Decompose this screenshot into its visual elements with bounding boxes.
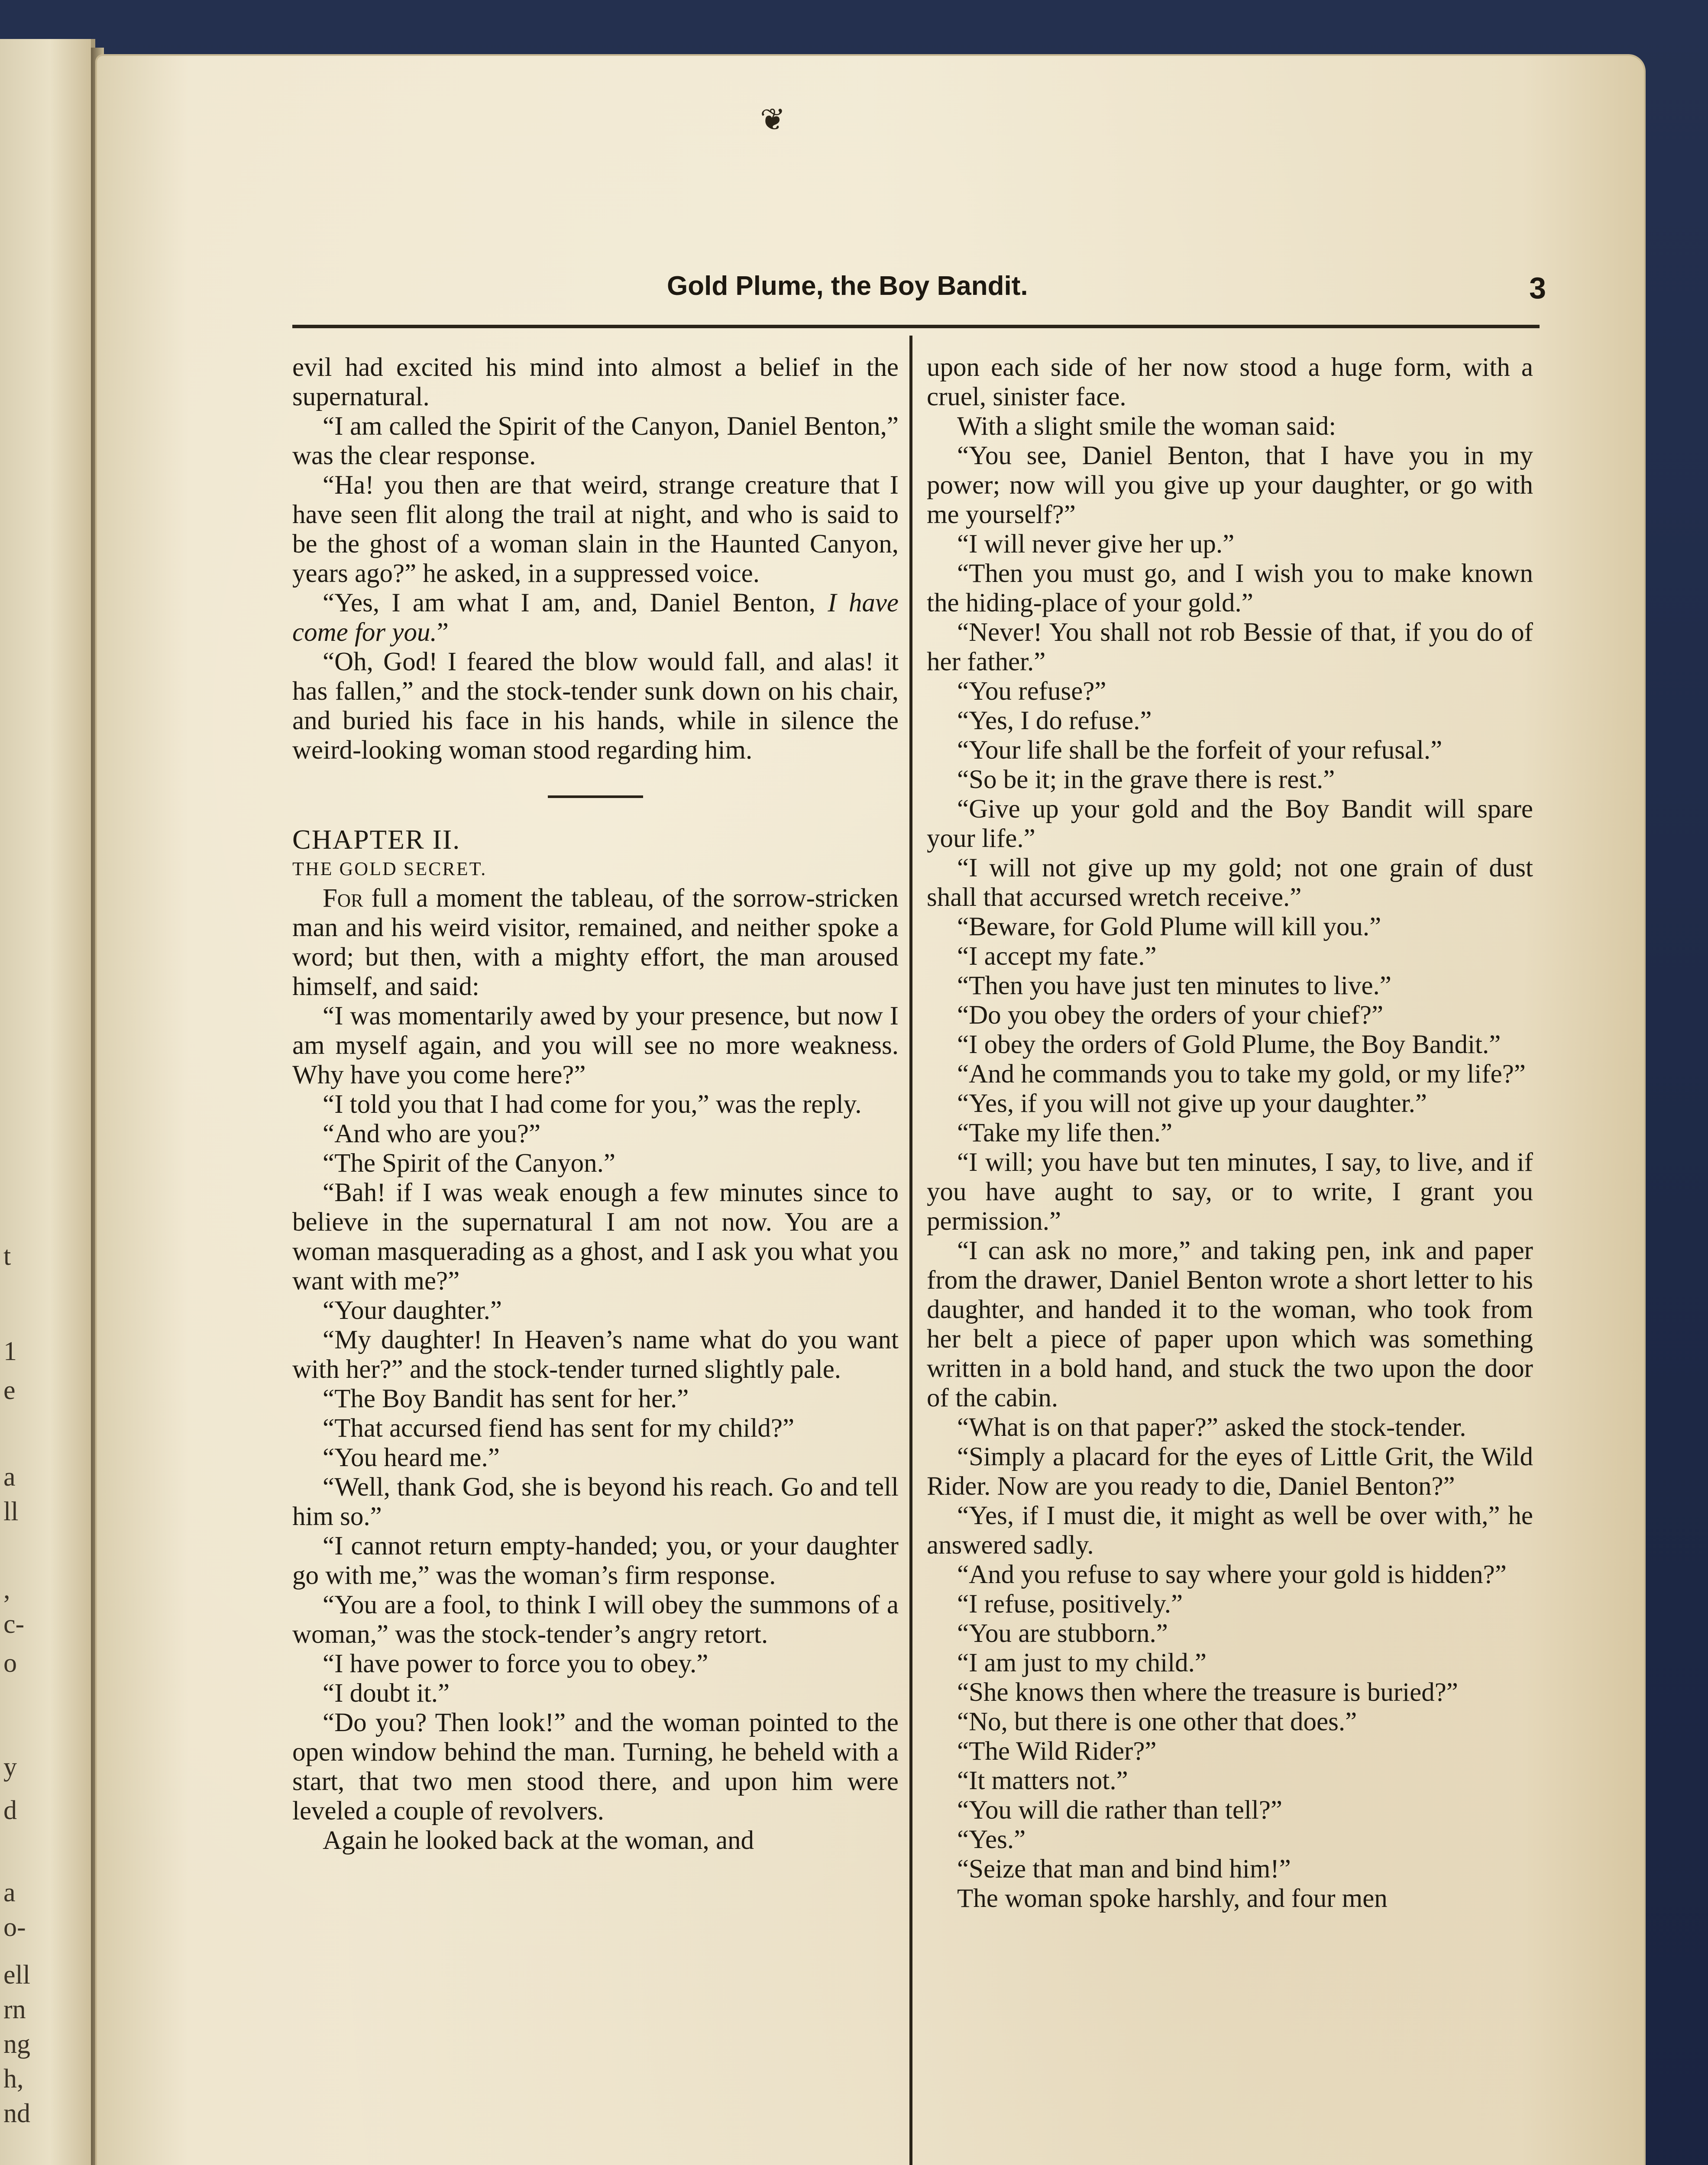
paragraph: “I refuse, positively.” — [957, 1590, 1183, 1619]
facing-page-edge — [0, 39, 95, 2165]
paragraph: “Your daughter.” — [323, 1296, 502, 1325]
paragraph: “It matters not.” — [957, 1766, 1128, 1795]
paragraph: “And who are you?” — [323, 1119, 541, 1148]
facing-page-text-fragment: nd — [3, 2099, 30, 2128]
paragraph: “Do you obey the orders of your chief?” — [957, 1001, 1384, 1030]
chapter-subtitle: THE GOLD SECRET. — [292, 858, 487, 879]
paragraph: “My daughter! In Heaven’s name what do you want with her?” and the stock-tender turned slightly pale. — [292, 1325, 899, 1384]
paragraph: “I will not give up my gold; not one grain of dust shall that accursed wretch receive.” — [927, 853, 1533, 912]
facing-page-text-fragment: 1 — [3, 1337, 17, 1366]
column-rule — [909, 336, 912, 2165]
paragraph: “What is on that paper?” asked the stock-tender. — [957, 1413, 1466, 1442]
facing-page-text-fragment: c- — [3, 1609, 25, 1639]
paragraph: “You are a fool, to think I will obey the summons of a woman,” was the stock-tender’s angry retort. — [292, 1590, 899, 1649]
chapter-title: CHAPTER II. — [292, 824, 461, 855]
paragraph: The woman spoke harshly, and four men — [957, 1884, 1388, 1913]
paragraph: “You see, Daniel Benton, that I have you in my power; now will you give up your daughter, or go with me yourself?” — [927, 441, 1533, 529]
facing-page-text-fragment: a — [3, 1462, 16, 1492]
chapter-opening-paragraph: For full a moment the tableau, of the sorrow-stricken man and his weird visitor, remained, and neither spoke a word; but then, with a mighty effort, the man aroused himself, and said: — [292, 884, 899, 1001]
facing-page-text-fragment: y — [3, 1752, 17, 1782]
facing-page-text-fragment: ll — [3, 1497, 19, 1526]
paragraph: “Beware, for Gold Plume will kill you.” — [957, 912, 1381, 941]
facing-page-text-fragment: h, — [3, 2064, 24, 2094]
paragraph: “Take my life then.” — [957, 1118, 1173, 1147]
paragraph: “She knows then where the treasure is buried?” — [957, 1678, 1458, 1707]
paragraph: “I will never give her up.” — [957, 530, 1235, 559]
left-column — [292, 353, 899, 1855]
facing-page-text-fragment: d — [3, 1796, 17, 1825]
paragraph: “And he commands you to take my gold, or my life?” — [957, 1060, 1526, 1089]
paragraph: With a slight smile the woman said: — [957, 412, 1336, 441]
italic-phrase: I have come for you. — [292, 588, 899, 647]
paragraph: “I have power to force you to obey.” — [323, 1649, 708, 1678]
paragraph: “Oh, God! I feared the blow would fall, and alas! it has fallen,” and the stock-tender sunk down on his chair, and buried his face in his hands, while in silence the weird-looking woman stood regarding him. — [292, 647, 899, 765]
top-ornament-icon: ❦ — [760, 103, 786, 137]
paragraph: “Never! You shall not rob Bessie of that, if you do of her father.” — [927, 618, 1533, 676]
right-column — [927, 353, 1533, 1913]
paragraph: Again he looked back at the woman, and — [323, 1826, 754, 1855]
facing-page-text-fragment: ng — [3, 2029, 30, 2059]
paragraph: “The Wild Rider?” — [957, 1737, 1157, 1766]
paragraph: evil had excited his mind into almost a belief in the supernatural. — [292, 353, 899, 411]
paragraph: “Your life shall be the forfeit of your refusal.” — [957, 736, 1443, 765]
paragraph: “Well, thank God, she is beyond his reach. Go and tell him so.” — [292, 1473, 899, 1531]
paragraph: upon each side of her now stood a huge form, with a cruel, sinister face. — [927, 353, 1533, 411]
page-number: 3 — [1529, 271, 1546, 305]
facing-page-text-fragment: t — [3, 1241, 11, 1271]
paragraph: “No, but there is one other that does.” — [957, 1707, 1357, 1736]
paragraph: “You heard me.” — [323, 1443, 500, 1472]
paragraph: “Yes, if you will not give up your daughter.” — [957, 1089, 1427, 1118]
paragraph: “I cannot return empty-handed; you, or your daughter go with me,” was the woman’s firm response. — [292, 1532, 899, 1590]
paragraph: “Ha! you then are that weird, strange creature that I have seen flit along the trail at night, and who is said to be the ghost of a woman slain in the Haunted Canyon, years ago?” he asked, in a suppressed voice. — [292, 471, 899, 588]
paragraph: “I am just to my child.” — [957, 1648, 1207, 1677]
paragraph: “You refuse?” — [957, 677, 1106, 706]
paragraph: “Give up your gold and the Boy Bandit will spare your life.” — [927, 795, 1533, 853]
paragraph: “Do you? Then look!” and the woman pointed to the open window behind the man. Turning, he beheld with a start, that two men stood there, and upon him were leveled a couple of revolvers. — [292, 1708, 899, 1826]
header-rule — [292, 325, 1540, 328]
facing-page-text-fragment: , — [3, 1575, 10, 1604]
paragraph: “Then you have just ten minutes to live.” — [957, 971, 1391, 1000]
facing-page-text-fragment: rn — [3, 1995, 26, 2024]
paragraph: “Bah! if I was weak enough a few minutes since to believe in the supernatural I am not now. You are a woman masquerading as a ghost, and I ask you what you want with me?” — [292, 1178, 899, 1296]
paragraph: “Yes, if I must die, it might as well be over with,” he answered sadly. — [927, 1501, 1533, 1560]
facing-page-text-fragment: a — [3, 1878, 16, 1907]
paragraph: “The Boy Bandit has sent for her.” — [323, 1384, 689, 1413]
paragraph: “And you refuse to say where your gold is hidden?” — [957, 1560, 1507, 1589]
paragraph: “I will; you have but ten minutes, I say, to live, and if you have aught to say, or to write, I grant you permission.” — [927, 1148, 1533, 1236]
paragraph: “I told you that I had come for you,” was the reply. — [323, 1090, 862, 1119]
paragraph: “Simply a placard for the eyes of Little Grit, the Wild Rider. Now are you ready to die, Daniel Benton?” — [927, 1442, 1533, 1501]
paragraph: “Yes, I am what I am, and, Daniel Benton, I have come for you.” — [292, 588, 899, 647]
paragraph: “That accursed fiend has sent for my child?” — [323, 1414, 795, 1443]
chapter-divider — [548, 795, 643, 798]
paragraph: “The Spirit of the Canyon.” — [323, 1149, 615, 1178]
paragraph: “I was momentarily awed by your presence, but now I am myself again, and you will see no more weakness. Why have you come here?” — [292, 1002, 899, 1089]
facing-page-text-fragment: e — [3, 1376, 16, 1405]
paragraph: “So be it; in the grave there is rest.” — [957, 765, 1335, 794]
running-title: Gold Plume, the Boy Bandit. — [667, 271, 1028, 301]
paragraph: “I can ask no more,” and taking pen, ink and paper from the drawer, Daniel Benton wrote a short letter to his daughter, and handed it to the woman, who took from her belt a piece of paper upon which was something written in a bold hand, and stuck the two upon the door of the cabin. — [927, 1236, 1533, 1412]
opening-word: For — [323, 884, 363, 913]
facing-page-text-fragment: o — [3, 1648, 17, 1678]
paragraph: “You will die rather than tell?” — [957, 1796, 1283, 1825]
facing-page-text-fragment: ell — [3, 1960, 30, 1990]
paragraph: “I obey the orders of Gold Plume, the Boy Bandit.” — [957, 1030, 1501, 1059]
magazine-page — [95, 54, 1646, 2165]
paragraph: “Seize that man and bind him!” — [957, 1855, 1291, 1884]
paragraph: “Then you must go, and I wish you to make known the hiding-place of your gold.” — [927, 559, 1533, 617]
paragraph: “Yes.” — [957, 1825, 1026, 1854]
facing-page-text-fragment: o- — [3, 1913, 26, 1942]
paragraph: “I doubt it.” — [323, 1679, 450, 1708]
paragraph: “I accept my fate.” — [957, 942, 1157, 971]
paragraph: “Yes, I do refuse.” — [957, 706, 1152, 735]
paragraph: “I am called the Spirit of the Canyon, Daniel Benton,” was the clear response. — [292, 412, 899, 470]
paragraph: “You are stubborn.” — [957, 1619, 1168, 1648]
